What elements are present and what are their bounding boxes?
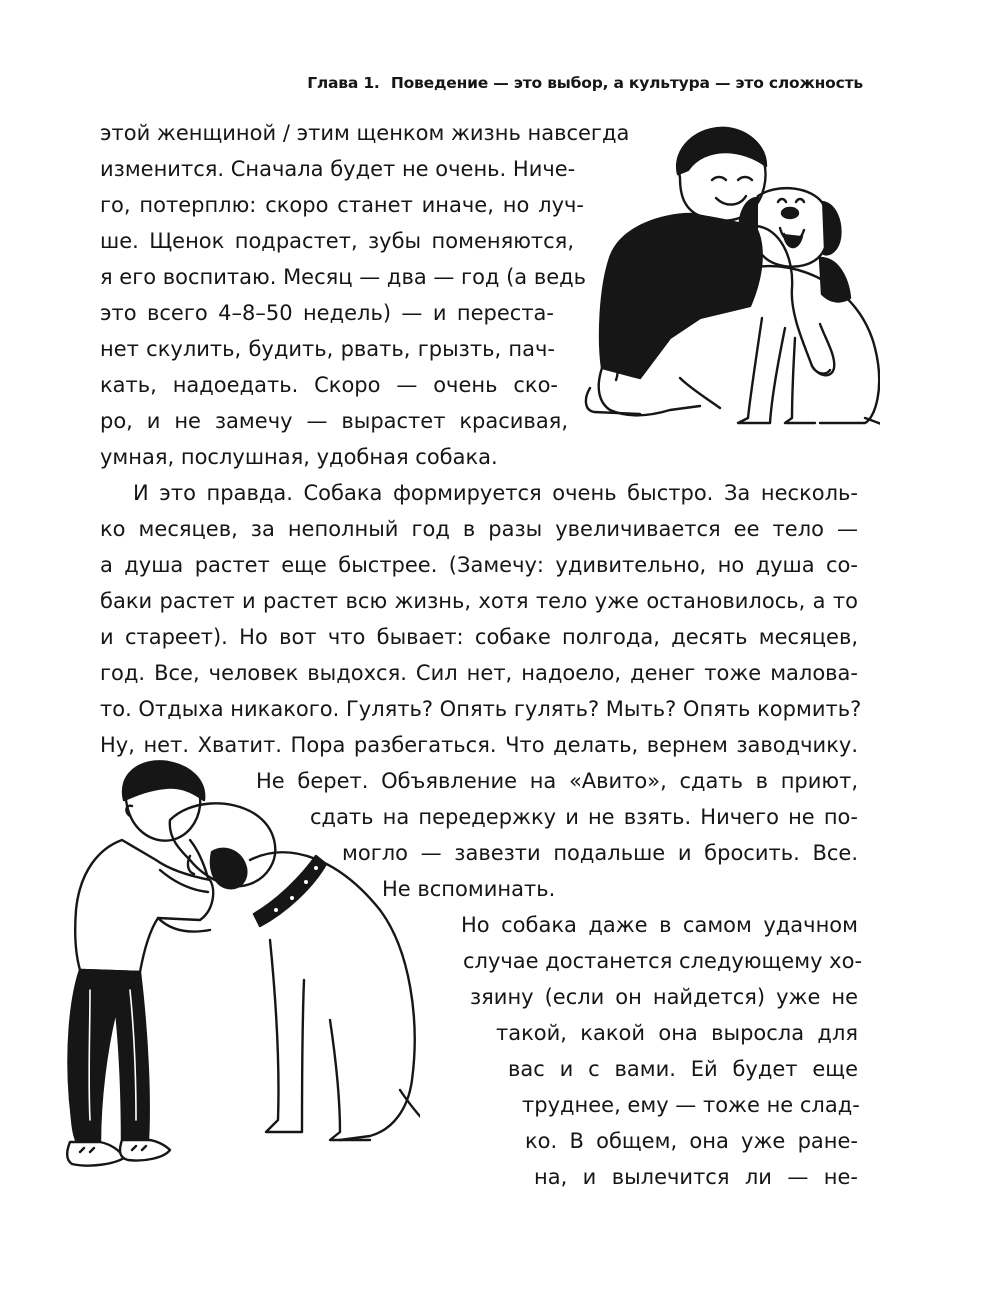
text-line: ко месяцев, за неполный год в разы увеличивается ее тело —	[100, 517, 858, 541]
text-line: этой женщиной / этим щенком жизнь навсегда	[100, 121, 630, 145]
text-line: зяину (если он найдется) уже не	[470, 985, 858, 1009]
text-line: на, и вылечится ли — не-	[534, 1165, 858, 1189]
text-line: то. Отдыха никакого. Гулять? Опять гулять? Мыть? Опять кормить?	[100, 697, 862, 721]
text-line: нет скулить, будить, рвать, грызть, пач-	[100, 337, 555, 361]
text-line: ко. В общем, она уже ране-	[525, 1129, 858, 1153]
text-line: ше. Щенок подрастет, зубы поменяются,	[100, 229, 574, 253]
text-line: го, потерплю: скоро станет иначе, но луч-	[100, 193, 584, 217]
text-line: ро, и не замечу — вырастет красивая,	[100, 409, 568, 433]
text-line: такой, какой она выросла для	[496, 1021, 858, 1045]
text-line: умная, послушная, удобная собака.	[100, 445, 498, 469]
text-line: вас и с вами. Ей будет еще	[508, 1057, 858, 1081]
text-line: Не вспоминать.	[382, 877, 556, 901]
text-line: сдать на передержку и не взять. Ничего не по-	[310, 805, 858, 829]
text-line: Ну, нет. Хватит. Пора разбегаться. Что делать, вернем заводчику.	[100, 733, 858, 757]
text-line: кать, надоедать. Скоро — очень ско-	[100, 373, 558, 397]
text-line: год. Все, человек выдохся. Сил нет, надоело, денег тоже малова-	[100, 661, 858, 685]
chapter-title: Поведение — это выбор, а культура — это сложность	[390, 74, 863, 92]
running-header	[307, 74, 863, 92]
text-line: труднее, ему — тоже не слад-	[522, 1093, 860, 1117]
chapter-number: Глава 1.	[307, 74, 380, 92]
text-line: и стареет). Но вот что бывает: собаке полгода, десять месяцев,	[100, 625, 858, 649]
text-line: я его воспитаю. Месяц — два — год (а ведь	[100, 265, 587, 289]
text-line: баки растет и растет всю жизнь, хотя тело уже остановилось, а то	[100, 589, 858, 613]
boy-hugging-dog-illustration	[40, 760, 420, 1180]
text-line: Не берет. Объявление на «Авито», сдать в приют,	[256, 769, 858, 793]
text-line: Но собака даже в самом удачном	[461, 913, 858, 937]
text-line: случае достанется следующему хо-	[463, 949, 863, 973]
text-line: а душа растет еще быстрее. (Замечу: удивительно, но душа со-	[100, 553, 858, 577]
text-line: изменится. Сначала будет не очень. Ниче-	[100, 157, 576, 181]
text-line: это всего 4–8–50 недель) — и переста-	[100, 301, 554, 325]
man-hugging-dog-illustration	[580, 118, 880, 438]
text-line: И это правда. Собака формируется очень быстро. За несколь-	[133, 481, 858, 505]
text-line: могло — завезти подальше и бросить. Все.	[342, 841, 858, 865]
